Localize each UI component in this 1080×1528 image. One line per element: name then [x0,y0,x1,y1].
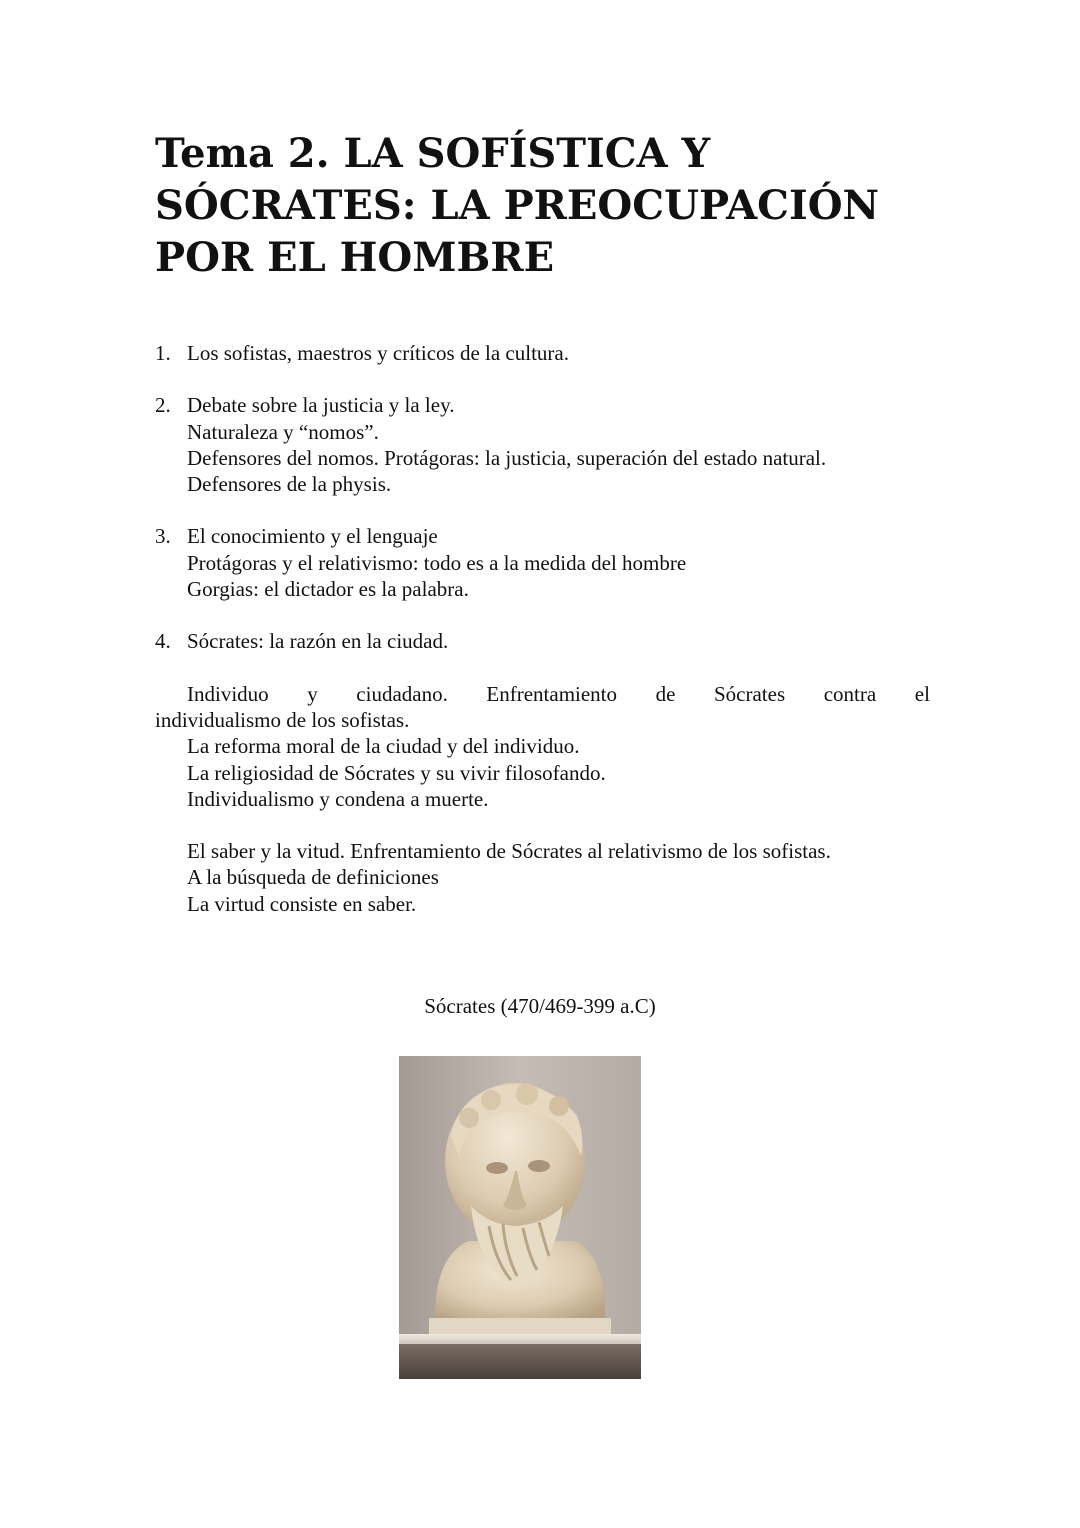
list-number: 2. [155,393,171,418]
document-body [155,340,930,943]
paragraph-line: La religiosidad de Sócrates y su vivir filosofando. [187,760,606,785]
title-line: SÓCRATES: LA PREOCUPACIÓN [155,182,880,229]
list-item-4 [155,628,930,654]
list-item-text: Sócrates: la razón en la ciudad. [187,629,449,654]
word: el [914,681,930,706]
list-item-text: Protágoras y el relativismo: todo es a la medida del hombre [187,550,687,575]
paragraph-individuo [155,681,930,812]
paragraph-saber [155,838,930,917]
word: y [307,681,318,706]
word: Enfrentamiento [486,681,618,706]
justified-line [155,681,930,707]
paragraph-line: El saber y la vitud. Enfrentamiento de Sócrates al relativismo de los sofistas. [187,839,831,864]
list-number: 1. [155,341,171,365]
list-item-text: Los sofistas, maestros y críticos de la cultura. [187,341,569,365]
figure-caption: Sócrates (470/469-399 a.C) [424,994,656,1018]
list-item-1 [155,340,930,366]
list-item-2 [155,392,930,497]
paragraph-line: individualismo de los sofistas. [155,707,410,732]
list-item-text: Gorgias: el dictador es la palabra. [187,577,469,602]
paragraph-line: Individualismo y condena a muerte. [187,786,489,811]
paragraph-line: A la búsqueda de definiciones [187,865,439,890]
title-line: POR EL HOMBRE [155,234,555,281]
paragraph-line: La reforma moral de la ciudad y del individuo. [187,734,580,759]
socrates-bust-photo [399,1056,641,1379]
list-number: 4. [155,629,171,654]
list-item-text: Defensores del nomos. Protágoras: la justicia, superación del estado natural. [187,445,827,470]
list-item-text: El conocimiento y el lenguaje [187,524,438,549]
word: ciudadano. [356,681,448,706]
list-item-text: Defensores de la physis. [187,472,392,497]
title-line: Tema 2. LA SOFÍSTICA Y [155,130,711,177]
word: contra [823,681,877,706]
list-number: 3. [155,524,171,549]
list-item-text: Naturaleza y “nomos”. [187,419,379,444]
page-title [155,128,955,284]
word: Individuo [187,681,269,706]
word: Sócrates [713,681,786,706]
word: de [655,681,676,706]
list-item-text: Debate sobre la justicia y la ley. [187,393,455,418]
paragraph-line: La virtud consiste en saber. [187,891,417,916]
list-item-3 [155,523,930,602]
